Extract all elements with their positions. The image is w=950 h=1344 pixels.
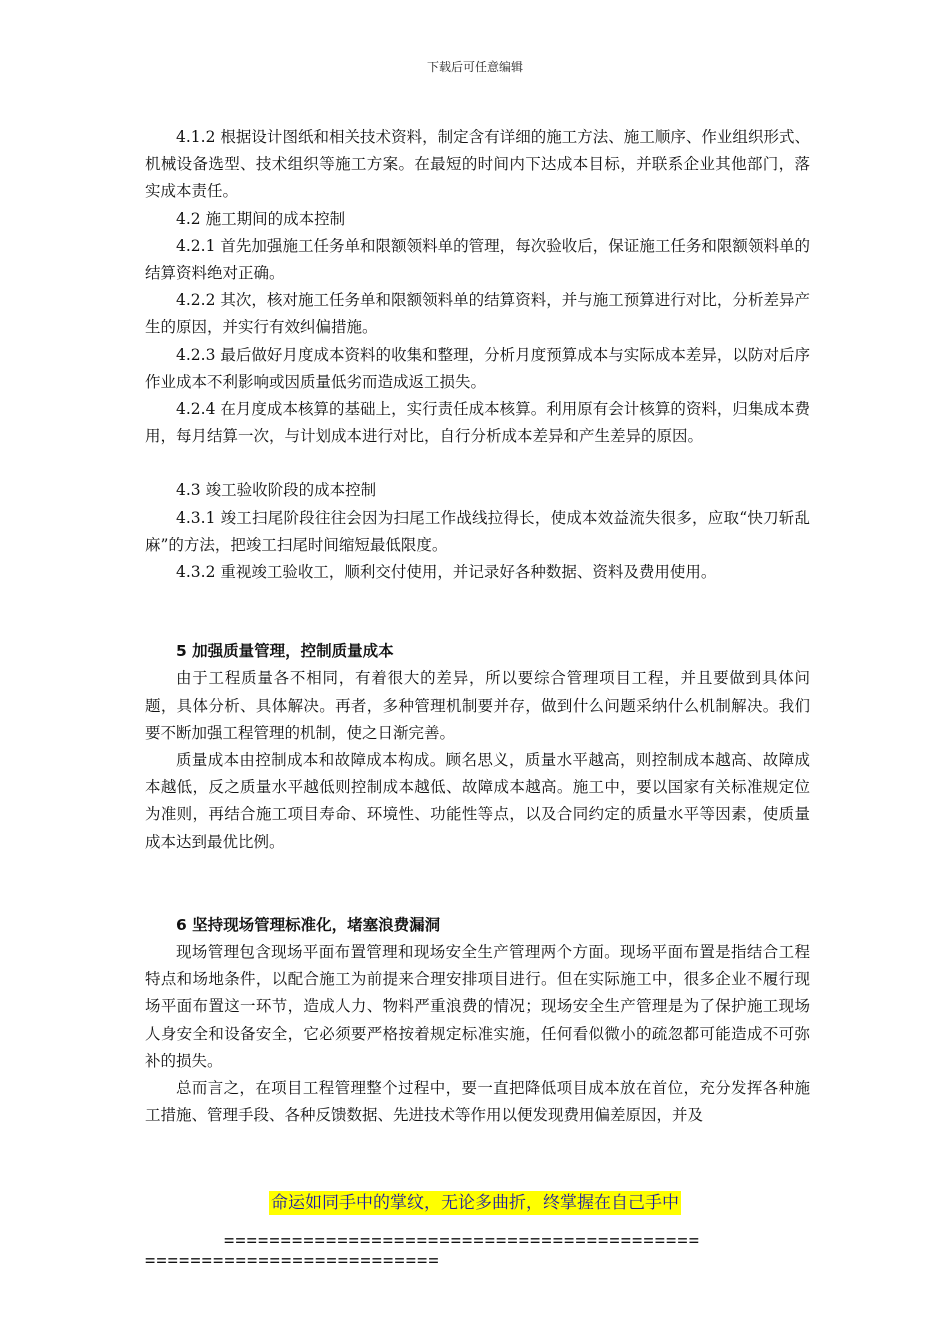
paragraph-4-2-2: 4.2.2 其次，核对施工任务单和限额领料单的结算资料，并与施工预算进行对比，分析差异产生的原因，并实行有效纠偏措施。	[145, 291, 810, 337]
paragraph-4-3-2: 4.3.2 重视竣工验收工，顺利交付使用，并记录好各种数据、资料及费用使用。	[176, 563, 717, 582]
section-5-paragraph: 由于工程质量各不相同，有着很大的差异，所以要综合管理项目工程，并且要做到具体问题，具体分析、具体解决。再者，多种管理机制要并存，做到什么问题采纳什么机制解决。我们要不断加强工程管理的机制，使之日渐完善。	[145, 669, 810, 742]
heading-4-3: 4.3 竣工验收阶段的成本控制	[176, 481, 377, 500]
document-body	[145, 124, 810, 1130]
section-6-title: 6 坚持现场管理标准化，堵塞浪费漏洞	[176, 915, 441, 934]
banner-row	[0, 1191, 950, 1215]
motto-banner: 命运如同手中的掌纹，无论多曲折，终掌握在自己手中	[271, 1193, 679, 1213]
paragraph-4-2-3: 4.2.3 最后做好月度成本资料的收集和整理，分析月度预算成本与实际成本差异，以防对后序作业成本不利影响或因质量低劣而造成返工损失。	[145, 345, 810, 391]
section-5-title: 5 加强质量管理，控制质量成本	[176, 642, 394, 661]
section-5-paragraph: 质量成本由控制成本和故障成本构成。顾名思义，质量水平越高，则控制成本越高、故障成本越低，反之质量水平越低则控制成本越低、故障成本越高。施工中，要以国家有关标准规定位为准则，再结合施工项目寿命、环境性、功能性等点，以及合同约定的质量水平等因素，使质量成本达到最优比例。	[145, 751, 810, 851]
paragraph-4-3-1: 4.3.1 竣工扫尾阶段往往会因为扫尾工作战线拉得长，使成本效益流失很多，应取“快刀斩乱麻”的方法，把竣工扫尾时间缩短最低限度。	[145, 508, 810, 554]
section-6-paragraph: 现场管理包含现场平面布置管理和现场安全生产管理两个方面。现场平面布置是指结合工程特点和场地条件，以配合施工为前提来合理安排项目进行。但在实际施工中，很多企业不履行现场平面布置这一环节，造成人力、物料严重浪费的情况；现场安全生产管理是为了保护施工现场人身安全和设备安全，它必须要严格按着规定标准实施，任何看似微小的疏忽都可能造成不可弥补的损失。	[145, 943, 810, 1070]
paragraph-4-1-2: 4.1.2 根据设计图纸和相关技术资料，制定含有详细的施工方法、施工顺序、作业组织形式、机械设备选型、技术组织等施工方案。在最短的时间内下达成本目标，并联系企业其他部门，落实成本责任。	[145, 128, 810, 201]
page-header: 下载后可任意编辑	[426, 60, 523, 74]
heading-4-2: 4.2 施工期间的成本控制	[176, 209, 346, 228]
paragraph-4-2-4: 4.2.4 在月度成本核算的基础上，实行责任成本核算。利用原有会计核算的资料，归集成本费用，每月结算一次，与计划成本进行对比，自行分析成本差异和产生差异的原因。	[145, 400, 810, 446]
section-6-paragraph: 总而言之，在项目工程管理整个过程中，要一直把降低项目成本放在首位，充分发挥各种施工措施、管理手段、各种反馈数据、先进技术等作用以便发现费用偏差原因，并及	[145, 1079, 810, 1125]
separator-line: ==========================	[145, 1251, 440, 1271]
separator-line: ==========================================	[224, 1231, 701, 1251]
paragraph-4-2-1: 4.2.1 首先加强施工任务单和限额领料单的管理，每次验收后，保证施工任务和限额领料单的结算资料绝对正确。	[145, 236, 810, 283]
